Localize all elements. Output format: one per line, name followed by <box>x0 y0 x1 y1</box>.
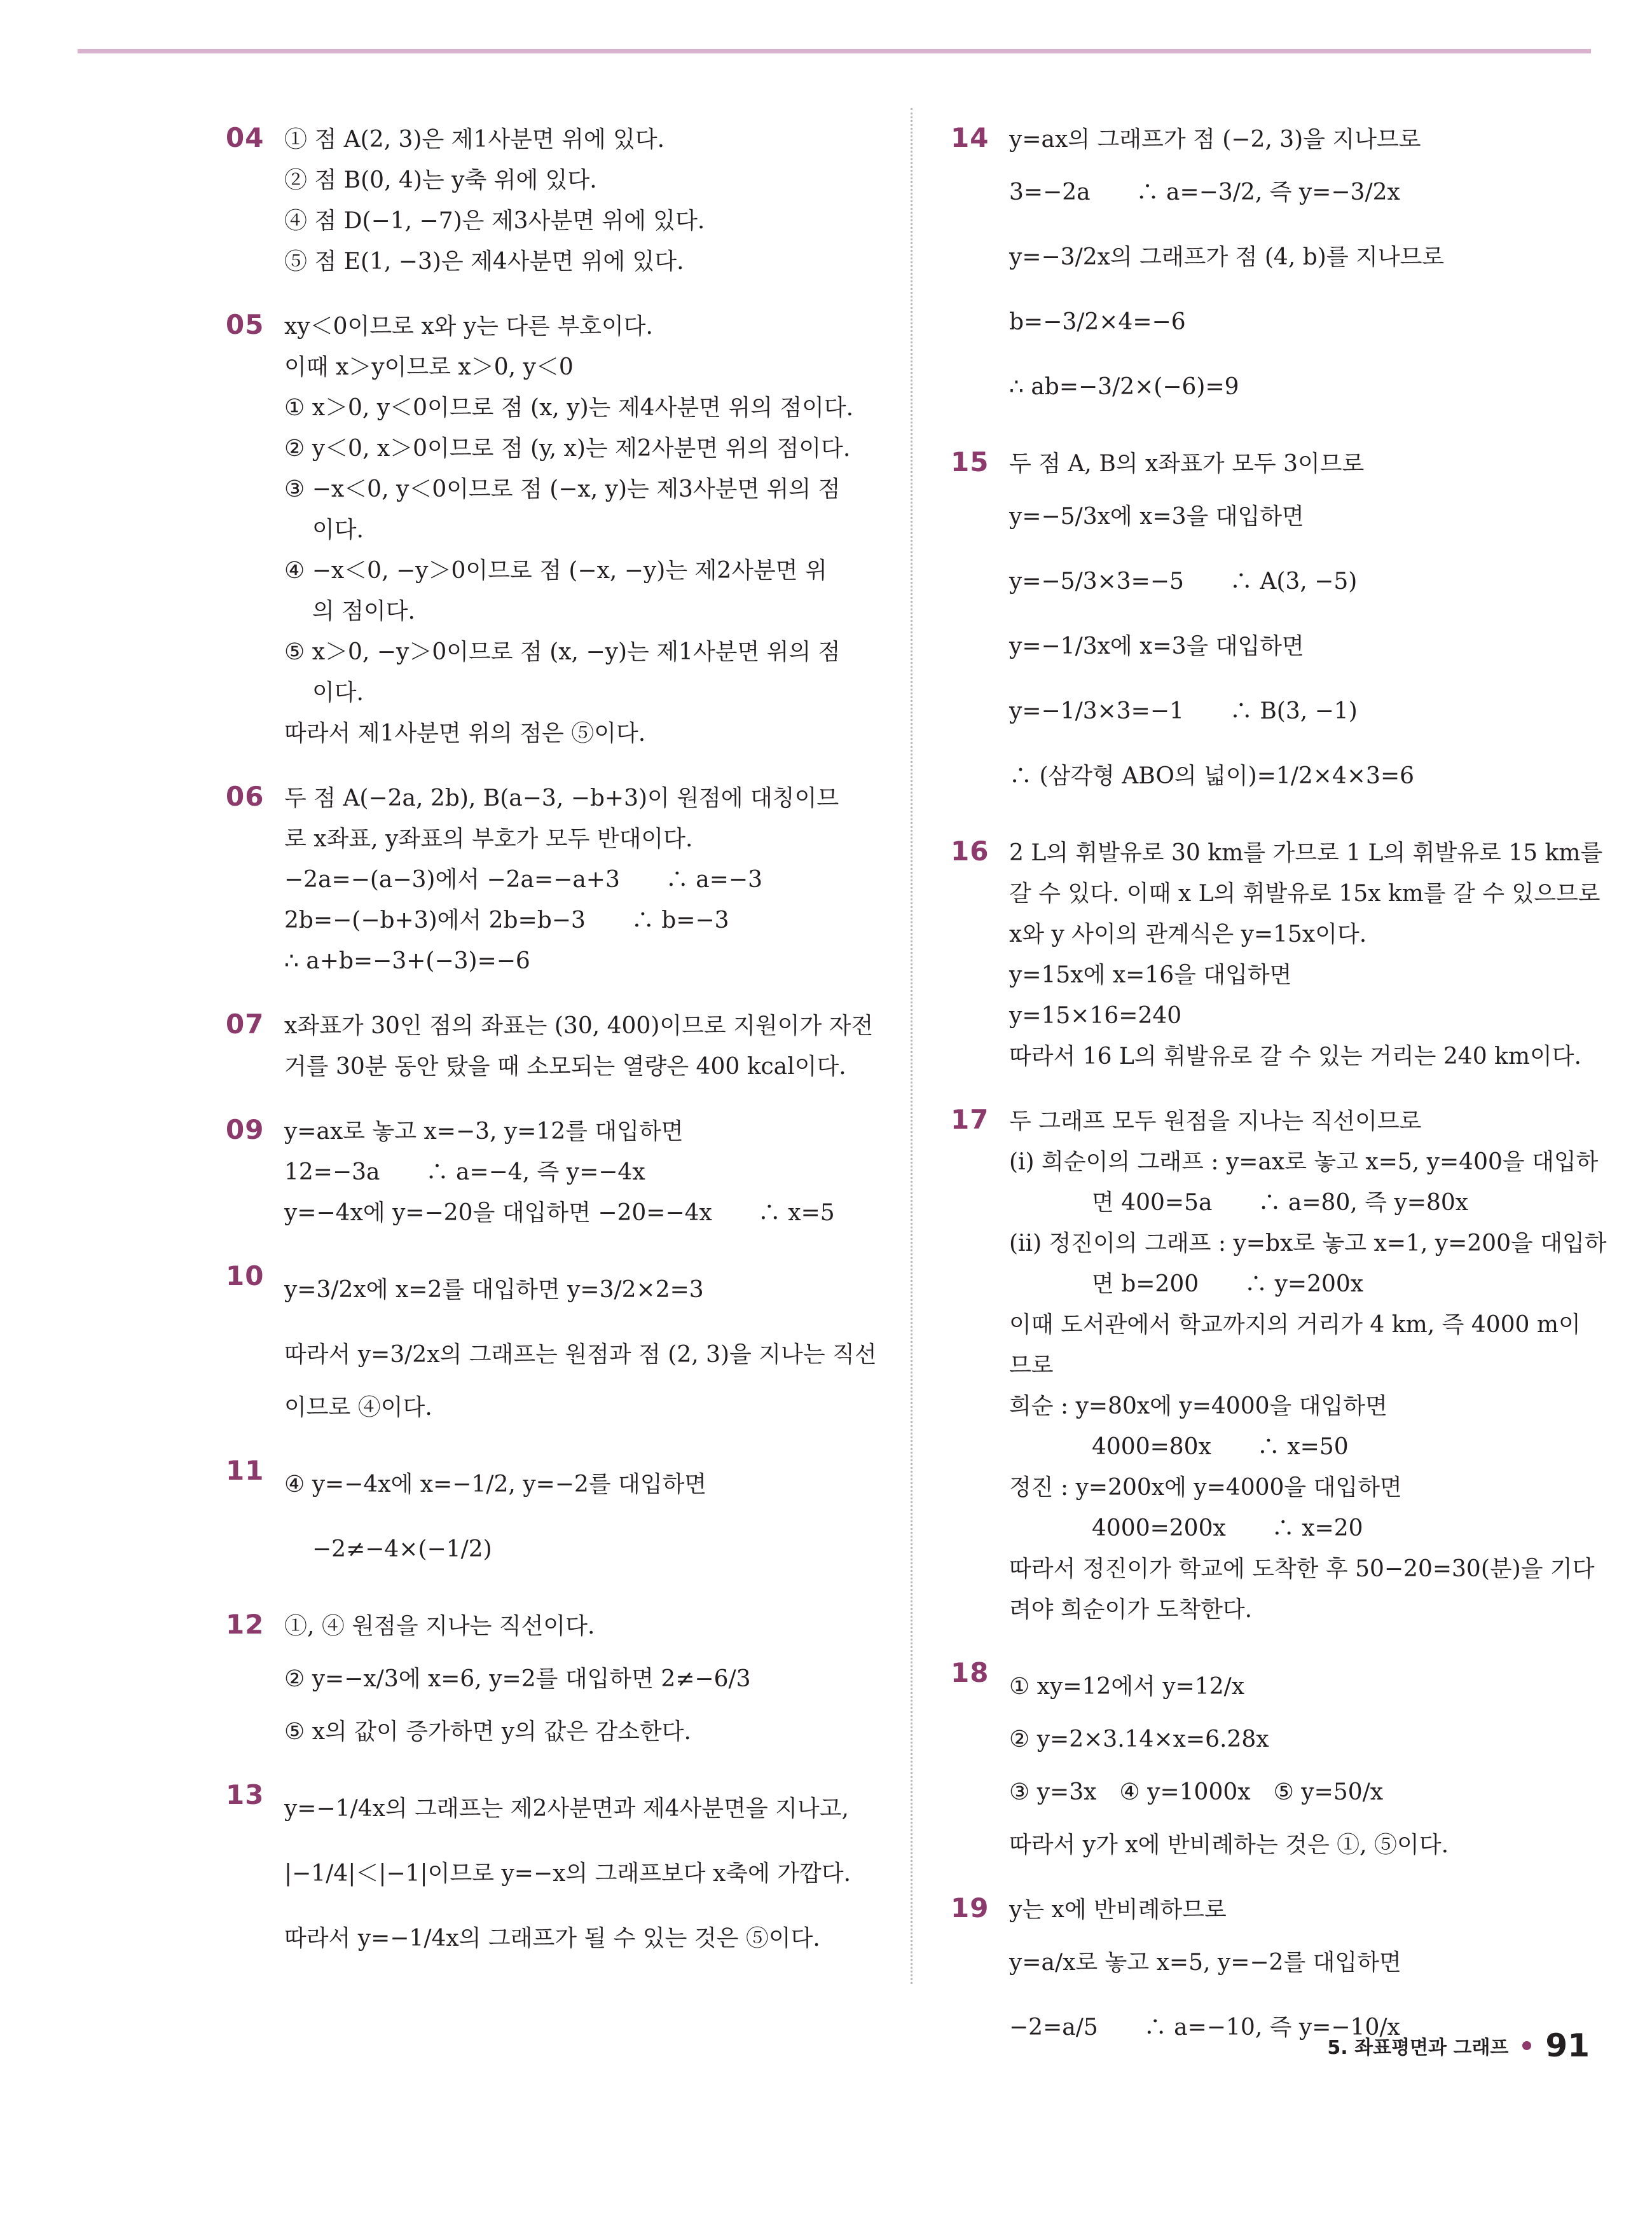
problem-10 <box>226 1258 878 1428</box>
problem-number: 17 <box>951 1104 989 1135</box>
problem-17 <box>951 1101 1607 1630</box>
solution-line: ①, ④ 원점을 지나는 직선이다. <box>284 1613 595 1639</box>
solution-line: 두 그래프 모두 원점을 지나는 직선이므로 <box>1009 1108 1422 1134</box>
solution-line: y=−3/2x의 그래프가 점 (4, b)를 지나므로 <box>1009 244 1445 270</box>
solution-line: 이다. <box>312 517 364 543</box>
problem-number: 10 <box>226 1260 265 1291</box>
solution-line: x와 y 사이의 관계식은 y=15x이다. <box>1009 921 1367 947</box>
solution-line: 따라서 y=−1/4x의 그래프가 될 수 있는 것은 ⑤이다. <box>284 1925 820 1951</box>
solution-line: 므로 <box>1009 1352 1054 1379</box>
page-number: 91 <box>1545 2027 1590 2064</box>
solution-line: 2 L의 휘발유로 30 km를 가므로 1 L의 휘발유로 15 km를 <box>1009 840 1603 866</box>
problem-number: 06 <box>226 781 265 812</box>
problem-number: 13 <box>226 1779 265 1810</box>
problem-number: 07 <box>226 1008 265 1040</box>
section-title: 5. 좌표평면과 그래프 <box>1327 2037 1509 2059</box>
solution-line: y=−5/3×3=−5 ∴ A(3, −5) <box>1009 568 1358 595</box>
problem-15 <box>951 444 1593 809</box>
top-rule <box>78 49 1591 53</box>
solution-line: ④ y=−4x에 x=−1/2, y=−2를 대입하면 <box>284 1471 707 1497</box>
solution-line: ③ y=3x ④ y=1000x ⑤ y=50/x <box>1009 1779 1384 1805</box>
problem-number: 12 <box>226 1609 265 1640</box>
problem-13 <box>226 1777 878 1971</box>
solution-line: y=15x에 x=16을 대입하면 <box>1009 962 1292 988</box>
solution-line: ∴ (삼각형 ABO의 넓이)=1/2×4×3=6 <box>1009 763 1415 789</box>
solution-line: ② y=2×3.14×x=6.28x <box>1009 1726 1269 1752</box>
solution-line: 갈 수 있다. 이때 x L의 휘발유로 15x km를 갈 수 있으므로 <box>1009 881 1600 907</box>
problem-12 <box>226 1606 878 1752</box>
problem-number: 09 <box>226 1114 265 1145</box>
problem-16 <box>951 833 1603 1077</box>
solution-line: y는 x에 반비례하므로 <box>1009 1897 1227 1923</box>
solution-line: ② y＜0, x＞0이므로 점 (y, x)는 제2사분면 위의 점이다. <box>284 436 851 462</box>
solution-line: ① xy=12에서 y=12/x <box>1009 1674 1245 1700</box>
problem-05 <box>226 306 878 754</box>
solution-line: y=−1/3×3=−1 ∴ B(3, −1) <box>1009 698 1358 724</box>
problem-number: 04 <box>226 122 265 153</box>
problem-18 <box>951 1655 1593 1866</box>
problem-14 <box>951 120 1593 420</box>
problem-09 <box>226 1112 878 1234</box>
problem-number: 05 <box>226 309 265 340</box>
solution-line: 희순 : y=80x에 y=4000을 대입하면 <box>1009 1393 1387 1419</box>
solution-line: y=ax로 놓고 x=−3, y=12를 대입하면 <box>284 1118 684 1145</box>
solution-line: 려야 희순이가 도착한다. <box>1009 1597 1253 1623</box>
solution-line: 두 점 A, B의 x좌표가 모두 3이므로 <box>1009 451 1365 477</box>
solution-line: |−1/4|＜|−1|이므로 y=−x의 그래프보다 x축에 가깝다. <box>284 1861 851 1887</box>
left-column <box>226 120 878 1995</box>
solution-line: ② 점 B(0, 4)는 y축 위에 있다. <box>284 167 597 193</box>
solution-line: x좌표가 30인 점의 좌표는 (30, 400)이므로 지원이가 자전 <box>284 1013 874 1039</box>
problem-04 <box>226 120 878 282</box>
solution-line: ④ 점 D(−1, −7)은 제3사분면 위에 있다. <box>284 208 705 234</box>
problem-06 <box>226 778 878 982</box>
problem-number: 16 <box>951 836 989 867</box>
solution-line: xy＜0이므로 x와 y는 다른 부호이다. <box>284 313 653 340</box>
problem-number: 14 <box>951 122 989 153</box>
solution-line: −2a=−(a−3)에서 −2a=−a+3 ∴ a=−3 <box>284 867 763 893</box>
solution-line: ① 점 A(2, 3)은 제1사분면 위에 있다. <box>284 127 665 153</box>
solution-line: 로 x좌표, y좌표의 부호가 모두 반대이다. <box>284 826 693 852</box>
solution-line: 거를 30분 동안 탔을 때 소모되는 열량은 400 kcal이다. <box>284 1054 846 1080</box>
problem-number: 18 <box>951 1657 989 1688</box>
solution-line: y=−1/4x의 그래프는 제2사분면과 제4사분면을 지나고, <box>284 1796 849 1822</box>
solution-line: 2b=−(−b+3)에서 2b=b−3 ∴ b=−3 <box>284 907 729 933</box>
problem-number: 19 <box>951 1892 989 1924</box>
solution-line: 따라서 16 L의 휘발유로 갈 수 있는 거리는 240 km이다. <box>1009 1043 1582 1070</box>
column-divider <box>911 108 912 1984</box>
solution-line: 면 b=200 ∴ y=200x <box>1092 1271 1364 1297</box>
problem-07 <box>226 1006 878 1087</box>
solution-line: 이므로 ④이다. <box>284 1394 432 1421</box>
solution-line: y=−5/3x에 x=3을 대입하면 <box>1009 504 1304 530</box>
solution-line: 4000=80x ∴ x=50 <box>1092 1434 1349 1460</box>
solution-line: ∴ a+b=−3+(−3)=−6 <box>284 948 530 974</box>
solution-line: ∴ ab=−3/2×(−6)=9 <box>1009 374 1239 400</box>
solution-line: (ⅱ) 정진이의 그래프 : y=bx로 놓고 x=1, y=200을 대입하 <box>1009 1230 1607 1256</box>
solution-line: ⑤ x＞0, −y＞0이므로 점 (x, −y)는 제1사분면 위의 점 <box>284 639 841 665</box>
solution-line: b=−3/2×4=−6 <box>1009 309 1186 335</box>
solution-line: (ⅰ) 희순이의 그래프 : y=ax로 놓고 x=5, y=400을 대입하 <box>1009 1149 1599 1175</box>
solution-line: 의 점이다. <box>312 598 415 624</box>
solution-line: 이때 x＞y이므로 x＞0, y＜0 <box>284 354 574 380</box>
page-footer <box>1327 2027 1590 2064</box>
solution-line: y=−1/3x에 x=3을 대입하면 <box>1009 633 1304 659</box>
solution-line: 두 점 A(−2a, 2b), B(a−3, −b+3)이 원점에 대칭이므 <box>284 785 839 811</box>
solution-line: 이다. <box>312 680 364 706</box>
solution-line: ④ −x＜0, −y＞0이므로 점 (−x, −y)는 제2사분면 위 <box>284 558 827 584</box>
solution-line: 3=−2a ∴ a=−3/2, 즉 y=−3/2x <box>1009 179 1400 205</box>
solution-line: ② y=−x/3에 x=6, y=2를 대입하면 2≠−6/3 <box>284 1666 751 1692</box>
solution-line: −2≠−4×(−1/2) <box>312 1536 492 1562</box>
solution-line: ⑤ x의 값이 증가하면 y의 값은 감소한다. <box>284 1719 691 1745</box>
solution-line: y=15×16=240 <box>1009 1003 1182 1029</box>
solution-line: y=3/2x에 x=2를 대입하면 y=3/2×2=3 <box>284 1277 704 1303</box>
solution-line: y=−4x에 y=−20을 대입하면 −20=−4x ∴ x=5 <box>284 1200 835 1226</box>
solution-line: ③ −x＜0, y＜0이므로 점 (−x, y)는 제3사분면 위의 점 <box>284 476 841 502</box>
solution-line: 따라서 정진이가 학교에 도착한 후 50−20=30(분)을 기다 <box>1009 1556 1595 1582</box>
bullet-icon <box>1522 2041 1531 2050</box>
solution-line: 4000=200x ∴ x=20 <box>1092 1515 1363 1541</box>
solution-line: y=a/x로 놓고 x=5, y=−2를 대입하면 <box>1009 1950 1401 1976</box>
solution-line: 12=−3a ∴ a=−4, 즉 y=−4x <box>284 1159 645 1185</box>
problem-number: 15 <box>951 446 989 478</box>
solution-line: −2=a/5 ∴ a=−10, 즉 y=−10/x <box>1009 2014 1400 2041</box>
solution-line: 따라서 y가 x에 반비례하는 것은 ①, ⑤이다. <box>1009 1832 1449 1858</box>
problem-11 <box>226 1452 878 1582</box>
solution-line: ① x＞0, y＜0이므로 점 (x, y)는 제4사분면 위의 점이다. <box>284 395 854 421</box>
solution-line: 따라서 제1사분면 위의 점은 ⑤이다. <box>284 720 646 747</box>
problem-number: 11 <box>226 1455 265 1486</box>
right-column <box>951 120 1607 2084</box>
solution-line: ⑤ 점 E(1, −3)은 제4사분면 위에 있다. <box>284 249 684 275</box>
solution-line: 면 400=5a ∴ a=80, 즉 y=80x <box>1092 1190 1469 1216</box>
solution-line: 이때 도서관에서 학교까지의 거리가 4 km, 즉 4000 m이 <box>1009 1312 1581 1338</box>
solution-line: 정진 : y=200x에 y=4000을 대입하면 <box>1009 1475 1402 1501</box>
solution-line: 따라서 y=3/2x의 그래프는 원점과 점 (2, 3)을 지나는 직선 <box>284 1342 877 1368</box>
solution-line: y=ax의 그래프가 점 (−2, 3)을 지나므로 <box>1009 127 1421 153</box>
